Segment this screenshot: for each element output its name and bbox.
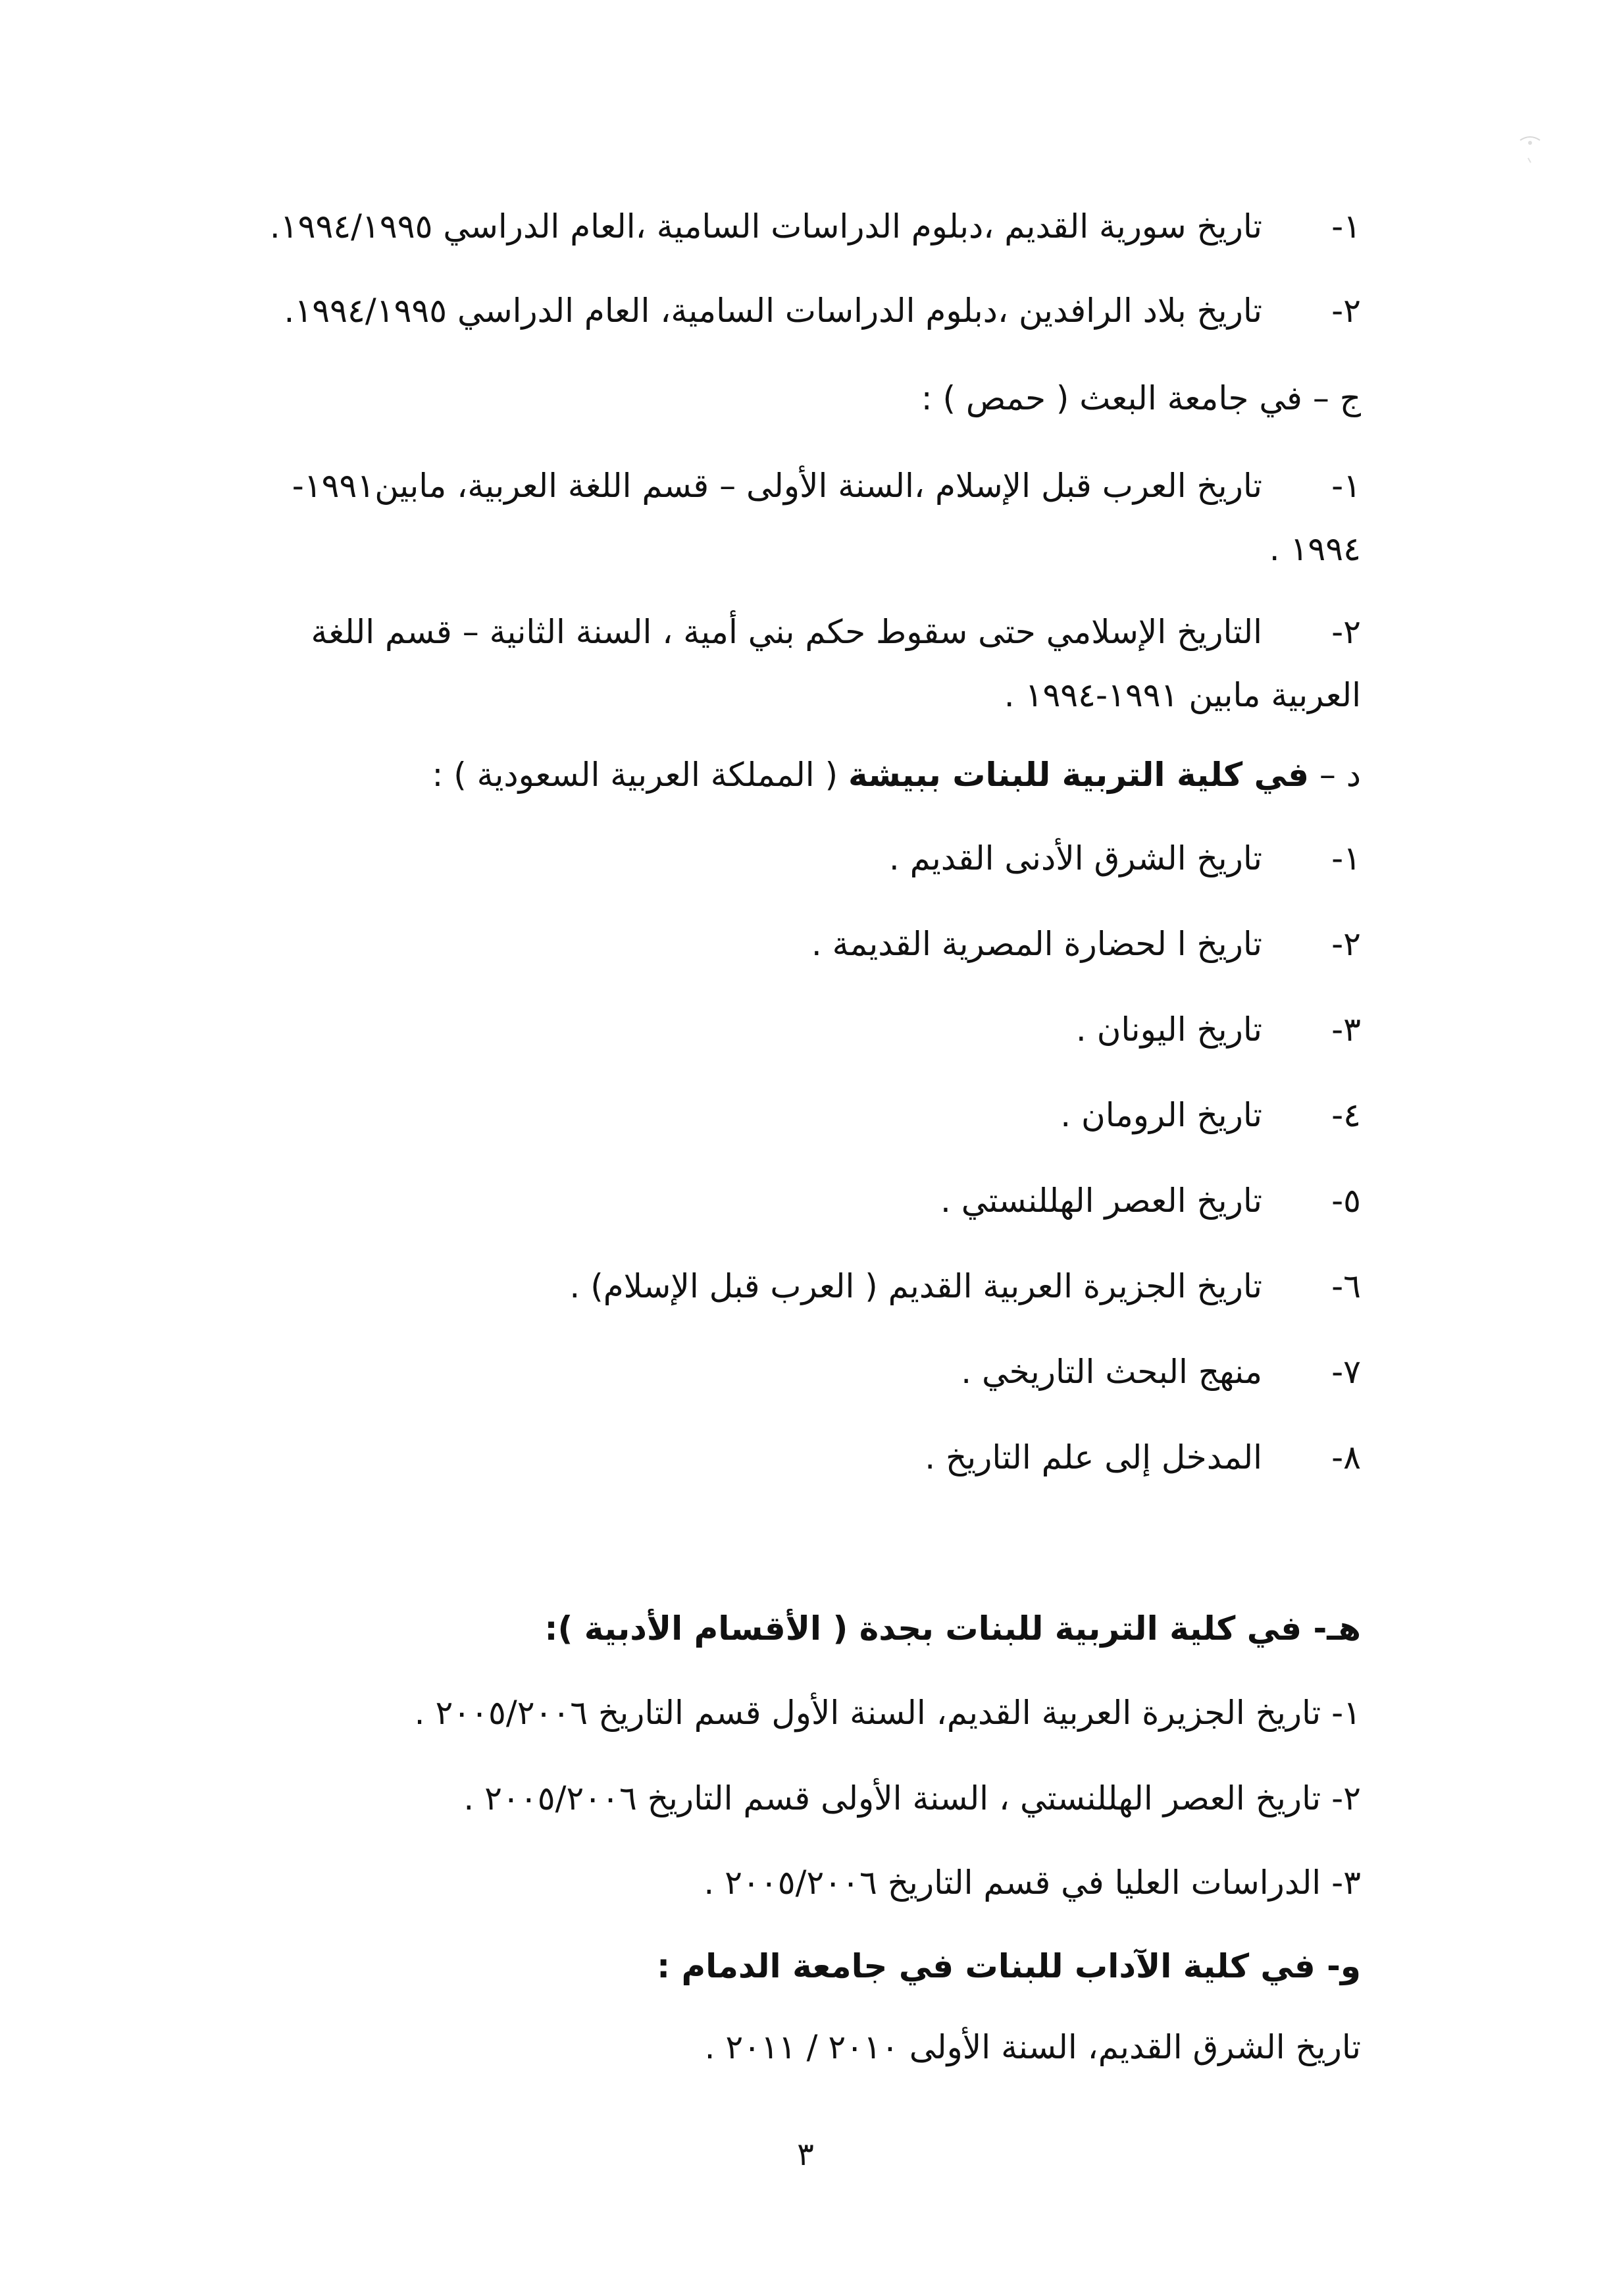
list-item [224,1430,1361,1485]
section-heading-bold: في كلية التربية للبنات ببيشة [848,756,1309,794]
list-item-text: تاريخ اليونان . [1075,1010,1262,1049]
section-heading-rest: ( المملكة العربية السعودية ) : [432,756,848,794]
list-item-number: ٢- [1331,292,1361,330]
list-item-text: تاريخ الشرق الأدنى القديم . [888,839,1262,877]
scan-mark-icon [1514,128,1547,174]
list-item-text: المدخل إلى علم التاريخ . [925,1438,1262,1476]
list-item-number: ٤- [1331,1096,1361,1134]
list-item-text: تاريخ ا لحضارة المصرية القديمة . [811,925,1262,963]
list-item [224,283,1361,338]
list-item-text: منهج البحث التاريخي . [961,1353,1262,1391]
list-item [224,1087,1361,1143]
list-item-number: ١- [1331,839,1361,877]
list-item-number: ٢- [1331,925,1361,963]
list-item-text: تاريخ العصر الهللنستي . [940,1182,1262,1220]
section-heading: ج – في جامعة البعث ( حمص ) : [921,379,1361,417]
list-item: ١- تاريخ الجزيرة العربية القديم، السنة الأول قسم التاريخ ٢٠٠٥/٢٠٠٦ . [414,1694,1361,1732]
list-item-number: ٢- [1331,613,1361,651]
list-item: ٢- تاريخ العصر الهللنستي ، السنة الأولى قسم التاريخ ٢٠٠٥/٢٠٠٦ . [463,1779,1361,1817]
list-item [224,1259,1361,1314]
list-item-text: تاريخ الرومان . [1060,1096,1262,1134]
list-item-number: ٨- [1331,1438,1361,1476]
list-item: تاريخ الشرق القديم، السنة الأولى ٢٠١٠ / ٢٠١١ . [704,2028,1361,2066]
list-item-text: تاريخ بلاد الرافدين ،دبلوم الدراسات السامية، العام الدراسي ١٩٩٤/١٩٩٥. [284,292,1262,330]
list-item-text: تاريخ الجزيرة العربية القديم ( العرب قبل الإسلام) . [569,1267,1262,1305]
list-item [224,199,1361,254]
page-number: ٣ [797,2136,814,2173]
list-item-number: ٧- [1331,1353,1361,1391]
list-item [224,454,1361,581]
list-item [224,1173,1361,1228]
list-item [224,1344,1361,1399]
list-item [224,1002,1361,1057]
list-item [224,831,1361,886]
list-item-number: ٥- [1331,1182,1361,1220]
list-item-text: التاريخ الإسلامي حتى سقوط حكم بني أمية ، السنة الثانية – قسم اللغة العربية مابين ١٩٩١-١٩٩٤ . [311,613,1361,714]
list-item-number: ١- [1331,467,1361,505]
list-item-number: ٦- [1331,1267,1361,1305]
section-heading: هـ- في كلية التربية للبنات بجدة ( الأقسام الأدبية ): [544,1609,1361,1648]
list-item [224,600,1361,727]
list-item-number: ١- [1331,207,1361,246]
list-item [224,916,1361,972]
list-item-text: تاريخ العرب قبل الإسلام ،السنة الأولى – قسم اللغة العربية، مابين١٩٩١- ١٩٩٤ . [292,467,1361,568]
section-heading-prefix: د – [1308,756,1361,794]
list-item-number: ٣- [1331,1010,1361,1049]
section-heading: و- في كلية الآداب للبنات في جامعة الدمام : [657,1947,1361,1985]
list-item-text: تاريخ سورية القديم ،دبلوم الدراسات السامية ،العام الدراسي ١٩٩٤/١٩٩٥. [269,207,1262,246]
section-heading [224,747,1361,802]
list-item: ٣- الدراسات العليا في قسم التاريخ ٢٠٠٥/٢٠٠٦ . [703,1864,1361,1902]
